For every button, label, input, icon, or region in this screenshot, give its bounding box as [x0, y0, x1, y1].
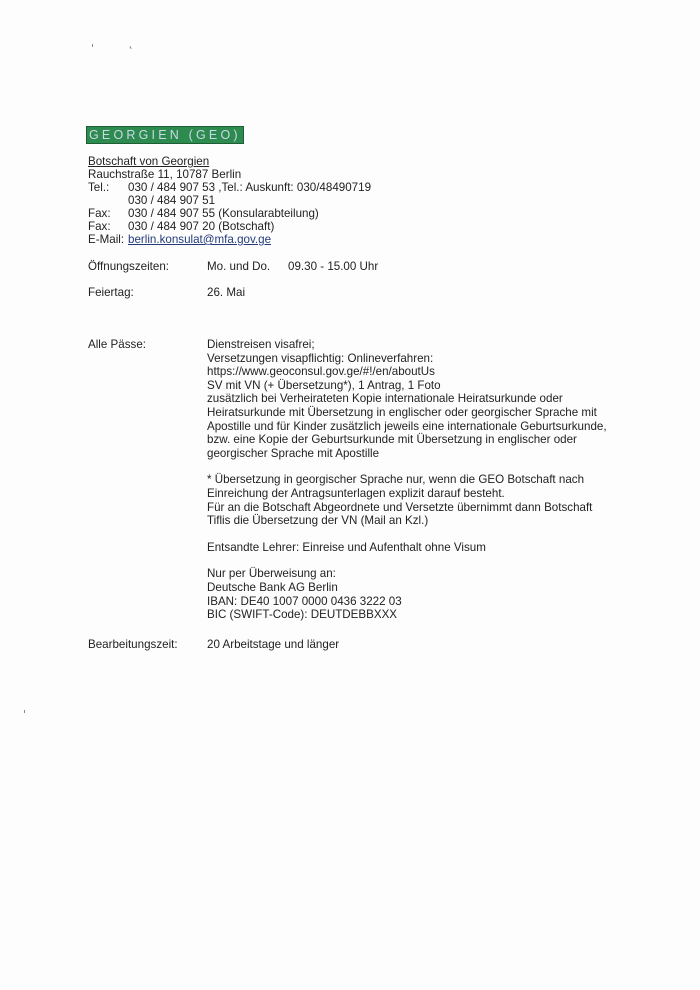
embassy-address: Rauchstraße 11, 10787 Berlin	[88, 168, 242, 181]
passports-line: Heiratsurkunde mit Übersetzung in englischer oder georgischer Sprache mit	[207, 405, 597, 419]
scan-speck	[92, 44, 93, 47]
scan-speck	[24, 710, 25, 713]
geoconsul-link[interactable]: https://www.geoconsul.gov.ge/#!/en/aboutUs	[207, 365, 435, 379]
passports-line: bzw. eine Kopie der Geburtsurkunde mit Übersetzung in englischer oder	[207, 433, 577, 447]
email-link[interactable]: berlin.konsulat@mfa.gov.ge	[128, 233, 272, 246]
passports-rules	[207, 338, 607, 622]
payment-line: Nur per Überweisung an:	[207, 567, 336, 581]
tel-numbers-1: 030 / 484 907 53 ,Tel.: Auskunft: 030/48490719	[128, 181, 372, 194]
translation-note: Einreichung der Antragsunterlagen explizit darauf besteht.	[207, 486, 505, 500]
tel-numbers-2: 030 / 484 907 51	[128, 194, 216, 207]
translation-note: * Übersetzung in georgischer Sprache nur, wenn die GEO Botschaft nach	[207, 473, 585, 487]
processing-label: Bearbeitungszeit:	[88, 638, 178, 651]
payment-iban: IBAN: DE40 1007 0000 0436 3222 03	[207, 594, 402, 608]
payment-bank: Deutsche Bank AG Berlin	[207, 580, 338, 594]
passports-line: SV mit VN (+ Übersetzung*), 1 Antrag, 1 Foto	[207, 378, 441, 392]
tel-label: Tel.:	[88, 181, 110, 194]
passports-line: Apostille und für Kinder zusätzlich jeweils eine internationale Geburtsurkunde,	[207, 419, 607, 433]
teachers-note: Entsandte Lehrer: Einreise und Aufenthalt ohne Visum	[207, 540, 486, 554]
hours-days: Mo. und Do.	[207, 260, 271, 273]
hours-time: 09.30 - 15.00 Uhr	[288, 260, 379, 273]
fax-number-1: 030 / 484 907 55 (Konsularabteilung)	[128, 207, 319, 220]
translation-note: Tiflis die Übersetzung der VN (Mail an Kzl.)	[207, 514, 429, 528]
payment-bic: BIC (SWIFT-Code): DEUTDEBBXXX	[207, 608, 398, 622]
holiday-value: 26. Mai	[207, 286, 246, 299]
hours-label: Öffnungszeiten:	[88, 260, 169, 273]
scan-speck	[129, 46, 131, 49]
passports-line: georgischer Sprache mit Apostille	[207, 446, 380, 460]
email-label: E-Mail:	[88, 233, 125, 246]
passports-line: zusätzlich bei Verheirateten Kopie internationale Heiratsurkunde oder	[207, 392, 563, 406]
fax-label-2: Fax:	[88, 220, 111, 233]
passports-label: Alle Pässe:	[88, 338, 146, 351]
fax-number-2: 030 / 484 907 20 (Botschaft)	[128, 220, 275, 233]
translation-note: Für an die Botschaft Abgeordnete und Versetzte übernimmt dann Botschaft	[207, 500, 593, 514]
passports-line: Dienstreisen visafrei;	[207, 338, 315, 351]
processing-value: 20 Arbeitstage und länger	[207, 638, 340, 651]
fax-label-1: Fax:	[88, 207, 111, 220]
country-title: GEORGIEN (GEO)	[86, 126, 244, 144]
holiday-label: Feiertag:	[88, 286, 134, 299]
embassy-name: Botschaft von Georgien	[88, 155, 210, 168]
passports-line: Versetzungen visapflichtig: Onlineverfahren:	[207, 351, 434, 365]
